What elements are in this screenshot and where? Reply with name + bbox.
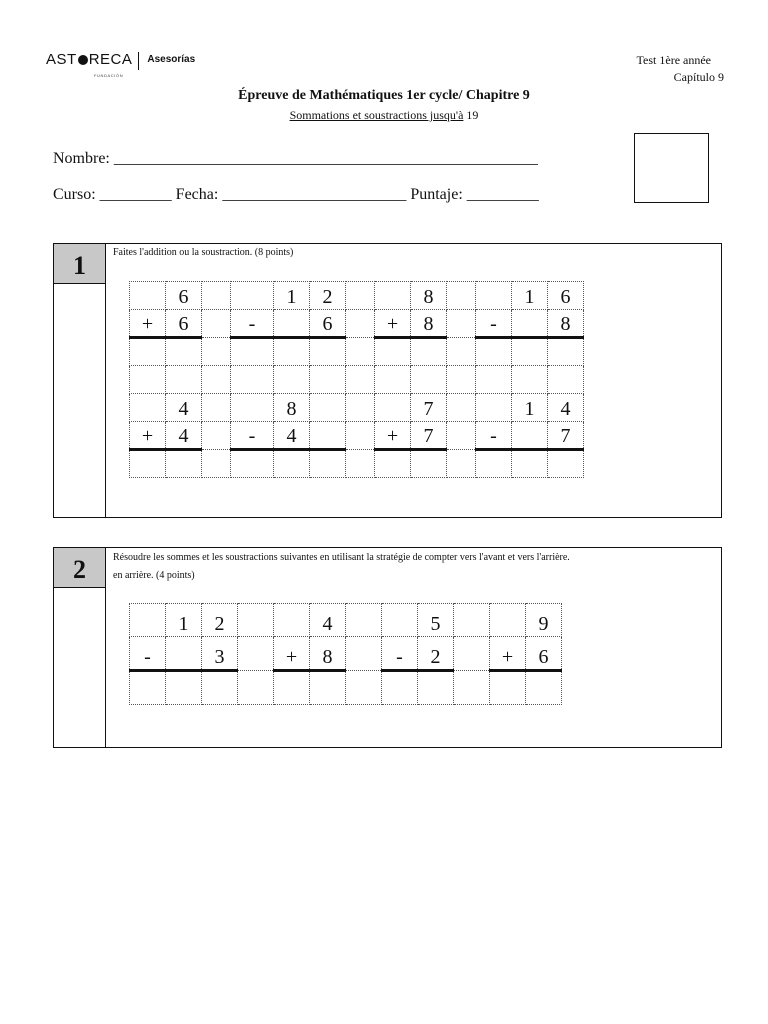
digit-cell: 8 bbox=[411, 310, 447, 338]
answer-cell[interactable] bbox=[130, 671, 166, 705]
answer-cell[interactable] bbox=[130, 366, 166, 394]
answer-cell[interactable] bbox=[375, 338, 411, 366]
answer-cell[interactable] bbox=[490, 604, 526, 637]
digit-cell: 1 bbox=[274, 282, 310, 310]
exercise-2-number-column bbox=[54, 548, 106, 747]
answer-cell[interactable] bbox=[512, 338, 548, 366]
grid-row bbox=[130, 366, 584, 394]
answer-cell[interactable] bbox=[476, 282, 512, 310]
digit-cell: 6 bbox=[310, 310, 346, 338]
answer-cell[interactable] bbox=[454, 604, 490, 637]
exercise-1-grid bbox=[129, 281, 584, 478]
answer-cell[interactable] bbox=[202, 310, 231, 338]
answer-cell[interactable] bbox=[166, 366, 202, 394]
answer-cell[interactable] bbox=[202, 450, 231, 478]
logo-dot-icon bbox=[78, 55, 88, 65]
answer-cell[interactable] bbox=[310, 422, 346, 450]
answer-cell[interactable] bbox=[130, 282, 166, 310]
logo-secondary-text: Asesorías bbox=[147, 54, 196, 65]
digit-cell: + bbox=[130, 422, 166, 450]
answer-cell[interactable] bbox=[512, 310, 548, 338]
answer-cell[interactable] bbox=[454, 671, 490, 705]
answer-cell[interactable] bbox=[490, 671, 526, 705]
digit-cell: - bbox=[382, 637, 418, 671]
answer-cell[interactable] bbox=[346, 450, 375, 478]
answer-cell[interactable] bbox=[274, 671, 310, 705]
grid-row bbox=[130, 450, 584, 478]
grid-row bbox=[130, 394, 584, 422]
digit-cell: 1 bbox=[512, 394, 548, 422]
answer-cell[interactable] bbox=[166, 450, 202, 478]
score-label: Puntaje: bbox=[410, 186, 463, 203]
answer-cell[interactable] bbox=[202, 366, 231, 394]
name-line bbox=[53, 150, 538, 168]
digit-cell: 8 bbox=[411, 282, 447, 310]
digit-cell: 2 bbox=[418, 637, 454, 671]
date-blank[interactable]: _______________________ bbox=[222, 186, 407, 203]
answer-cell[interactable] bbox=[202, 338, 231, 366]
answer-cell[interactable] bbox=[346, 366, 375, 394]
header-chapter: Capítulo 9 bbox=[673, 70, 724, 84]
exercise-2 bbox=[53, 547, 722, 748]
digit-cell: 6 bbox=[166, 310, 202, 338]
answer-cell[interactable] bbox=[346, 310, 375, 338]
digit-cell: 7 bbox=[411, 422, 447, 450]
answer-cell[interactable] bbox=[310, 338, 346, 366]
answer-cell[interactable] bbox=[548, 338, 584, 366]
digit-cell: - bbox=[231, 310, 274, 338]
answer-cell[interactable] bbox=[375, 282, 411, 310]
answer-cell[interactable] bbox=[310, 394, 346, 422]
answer-cell[interactable] bbox=[526, 671, 562, 705]
answer-cell[interactable] bbox=[166, 637, 202, 671]
digit-cell: 5 bbox=[418, 604, 454, 637]
digit-cell: 8 bbox=[274, 394, 310, 422]
logo-text-left: AST bbox=[46, 51, 77, 68]
answer-cell[interactable] bbox=[476, 394, 512, 422]
answer-cell[interactable] bbox=[231, 282, 274, 310]
answer-cell[interactable] bbox=[418, 671, 454, 705]
grid-row bbox=[130, 310, 584, 338]
digit-cell: - bbox=[476, 422, 512, 450]
header-test-level: Test 1ère année bbox=[636, 53, 711, 67]
digit-cell: 7 bbox=[548, 422, 584, 450]
answer-cell[interactable] bbox=[512, 422, 548, 450]
digit-cell: - bbox=[476, 310, 512, 338]
digit-cell: + bbox=[375, 422, 411, 450]
digit-cell: 8 bbox=[310, 637, 346, 671]
answer-cell[interactable] bbox=[382, 604, 418, 637]
answer-cell[interactable] bbox=[310, 366, 346, 394]
answer-cell[interactable] bbox=[346, 282, 375, 310]
score-box[interactable] bbox=[634, 133, 709, 203]
digit-cell: + bbox=[490, 637, 526, 671]
digit-cell: 8 bbox=[548, 310, 584, 338]
name-blank[interactable]: _____________________________________________________ bbox=[113, 150, 538, 167]
answer-cell[interactable] bbox=[130, 394, 166, 422]
digit-cell: 7 bbox=[411, 394, 447, 422]
answer-cell[interactable] bbox=[130, 338, 166, 366]
digit-cell: + bbox=[130, 310, 166, 338]
answer-cell[interactable] bbox=[447, 422, 476, 450]
answer-cell[interactable] bbox=[130, 450, 166, 478]
digit-cell: 4 bbox=[166, 422, 202, 450]
course-blank[interactable]: _________ bbox=[99, 186, 172, 203]
digit-cell: 1 bbox=[512, 282, 548, 310]
answer-cell[interactable] bbox=[166, 671, 202, 705]
answer-cell[interactable] bbox=[274, 310, 310, 338]
digit-cell: 4 bbox=[166, 394, 202, 422]
digit-cell: 6 bbox=[526, 637, 562, 671]
answer-cell[interactable] bbox=[411, 450, 447, 478]
answer-cell[interactable] bbox=[447, 310, 476, 338]
exercise-1 bbox=[53, 243, 722, 518]
answer-cell[interactable] bbox=[411, 366, 447, 394]
digit-cell: 6 bbox=[166, 282, 202, 310]
answer-cell[interactable] bbox=[346, 394, 375, 422]
grid-row bbox=[130, 604, 562, 637]
course-label: Curso: bbox=[53, 186, 96, 203]
answer-cell[interactable] bbox=[238, 671, 274, 705]
answer-cell[interactable] bbox=[274, 450, 310, 478]
astoreca-logo bbox=[46, 52, 195, 76]
answer-cell[interactable] bbox=[238, 604, 274, 637]
answer-cell[interactable] bbox=[447, 338, 476, 366]
exercise-1-number-column bbox=[54, 244, 106, 517]
logo-wordmark bbox=[46, 51, 133, 78]
answer-cell[interactable] bbox=[231, 338, 274, 366]
digit-cell: 6 bbox=[548, 282, 584, 310]
answer-cell[interactable] bbox=[274, 604, 310, 637]
answer-cell[interactable] bbox=[202, 394, 231, 422]
answer-cell[interactable] bbox=[310, 671, 346, 705]
answer-cell[interactable] bbox=[274, 338, 310, 366]
answer-cell[interactable] bbox=[411, 338, 447, 366]
logo-divider bbox=[138, 52, 139, 70]
digit-cell: 2 bbox=[202, 604, 238, 637]
digit-cell: 4 bbox=[548, 394, 584, 422]
answer-cell[interactable] bbox=[548, 366, 584, 394]
digit-cell: + bbox=[274, 637, 310, 671]
logo-subtext: FUNDACIÓN bbox=[94, 73, 124, 78]
answer-cell[interactable] bbox=[166, 338, 202, 366]
answer-cell[interactable] bbox=[202, 282, 231, 310]
exercise-2-grid bbox=[129, 603, 562, 705]
digit-cell: - bbox=[231, 422, 274, 450]
exercise-1-instruction: Faites l'addition ou la soustraction. (8 points) bbox=[113, 247, 294, 258]
exercise-1-number: 1 bbox=[54, 244, 105, 284]
answer-cell[interactable] bbox=[274, 366, 310, 394]
page-title: Épreuve de Mathématiques 1er cycle/ Chapitre 9 bbox=[238, 88, 530, 103]
exercise-2-number: 2 bbox=[54, 548, 105, 588]
digit-cell: 1 bbox=[166, 604, 202, 637]
exercise-2-instruction-line-1: Résoudre les sommes et les soustractions suivantes en utilisant la stratégie de compter vers l'avant et vers l'arrière. bbox=[113, 552, 570, 563]
answer-cell[interactable] bbox=[476, 366, 512, 394]
answer-cell[interactable] bbox=[512, 366, 548, 394]
answer-cell[interactable] bbox=[346, 422, 375, 450]
grid-row bbox=[130, 637, 562, 671]
answer-cell[interactable] bbox=[130, 604, 166, 637]
grid-row bbox=[130, 422, 584, 450]
answer-cell[interactable] bbox=[548, 450, 584, 478]
answer-cell[interactable] bbox=[447, 282, 476, 310]
digit-cell: 3 bbox=[202, 637, 238, 671]
answer-cell[interactable] bbox=[454, 637, 490, 671]
digit-cell: + bbox=[375, 310, 411, 338]
answer-cell[interactable] bbox=[202, 422, 231, 450]
subtitle-rest: 19 bbox=[463, 108, 479, 122]
grid-row bbox=[130, 671, 562, 705]
subtitle-underlined: Sommations et soustractions jusqu'à bbox=[289, 108, 464, 122]
course-date-score-line bbox=[53, 186, 539, 204]
score-blank[interactable]: _________ bbox=[466, 186, 539, 203]
answer-cell[interactable] bbox=[512, 450, 548, 478]
answer-cell[interactable] bbox=[447, 366, 476, 394]
digit-cell: 4 bbox=[310, 604, 346, 637]
answer-cell[interactable] bbox=[231, 366, 274, 394]
page-subtitle bbox=[0, 108, 768, 123]
answer-cell[interactable] bbox=[231, 394, 274, 422]
grid-row bbox=[130, 282, 584, 310]
answer-cell[interactable] bbox=[231, 450, 274, 478]
answer-cell[interactable] bbox=[346, 604, 382, 637]
answer-cell[interactable] bbox=[346, 637, 382, 671]
answer-cell[interactable] bbox=[375, 394, 411, 422]
date-label: Fecha: bbox=[175, 186, 219, 203]
answer-cell[interactable] bbox=[447, 394, 476, 422]
answer-cell[interactable] bbox=[375, 450, 411, 478]
grid-row bbox=[130, 338, 584, 366]
name-label: Nombre: bbox=[53, 150, 110, 167]
digit-cell: 2 bbox=[310, 282, 346, 310]
logo-text-right: RECA bbox=[88, 51, 133, 68]
answer-cell[interactable] bbox=[375, 366, 411, 394]
answer-cell[interactable] bbox=[202, 671, 238, 705]
answer-cell[interactable] bbox=[382, 671, 418, 705]
digit-cell: 4 bbox=[274, 422, 310, 450]
answer-cell[interactable] bbox=[476, 338, 512, 366]
answer-cell[interactable] bbox=[238, 637, 274, 671]
answer-cell[interactable] bbox=[346, 338, 375, 366]
exercise-2-instruction-line-2: en arrière. (4 points) bbox=[113, 570, 195, 581]
answer-cell[interactable] bbox=[476, 450, 512, 478]
answer-cell[interactable] bbox=[310, 450, 346, 478]
answer-cell[interactable] bbox=[346, 671, 382, 705]
digit-cell: 9 bbox=[526, 604, 562, 637]
answer-cell[interactable] bbox=[447, 450, 476, 478]
digit-cell: - bbox=[130, 637, 166, 671]
